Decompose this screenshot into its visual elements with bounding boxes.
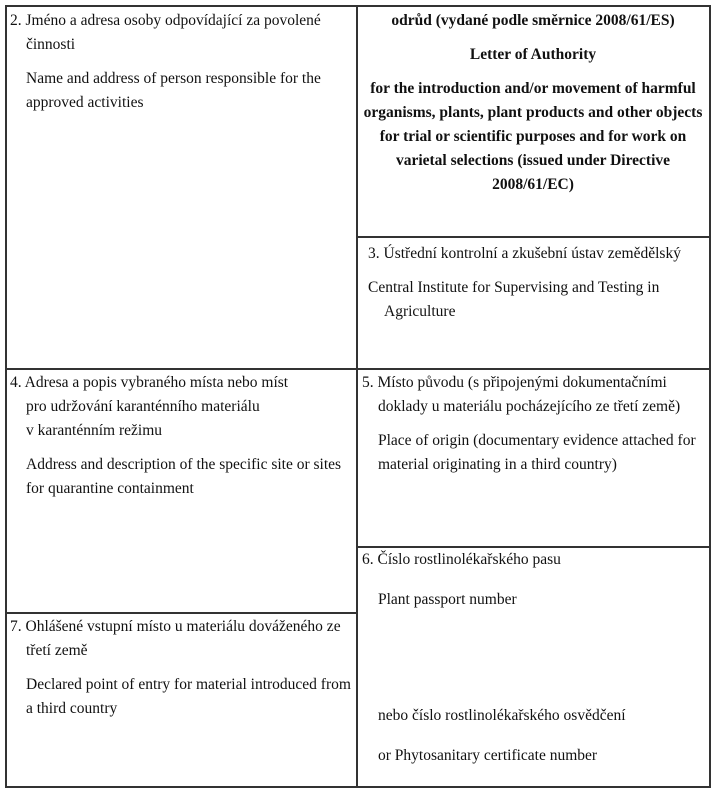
field-4-label-en: Address and description of the specific site or sites for quarantine containment bbox=[26, 456, 342, 497]
header-cz: odrůd (vydané podle směrnice 2008/61/ES) bbox=[391, 12, 675, 29]
column-divider bbox=[356, 5, 358, 786]
cell-3-issuing-authority bbox=[368, 242, 704, 324]
field-4-label-cz-line3: v karanténním režimu bbox=[26, 422, 163, 439]
cell-5-place-of-origin bbox=[362, 371, 704, 477]
field-6-label-cz: 6. Číslo rostlinolékařského pasu bbox=[362, 551, 561, 568]
field-7-label-en: Declared point of entry for material introduced from a third country bbox=[26, 676, 351, 717]
header-en: for the introduction and/or movement of harmful organisms, plants, plant products and other objects for trial or scientific purposes and for work on varietal selections (issued under Directive 2008/61/EC) bbox=[363, 80, 703, 193]
field-3-label-en: Central Institute for Supervising and Testing in Agriculture bbox=[368, 279, 660, 320]
cell-6-plant-passport bbox=[362, 548, 704, 784]
field-5-label-en: Place of origin (documentary evidence attached for material originating in a third country) bbox=[378, 432, 696, 473]
field-2-label-cz: 2. Jméno a adresa osoby odpovídající za povolené činnosti bbox=[10, 12, 321, 53]
field-6-alt-label-en: or Phytosanitary certificate number bbox=[378, 747, 598, 764]
field-3-label-cz: 3. Ústřední kontrolní a zkušební ústav zemědělský bbox=[368, 245, 681, 262]
field-5-label-cz: 5. Místo původu (s připojenými dokumentačními doklady u materiálu pocházejícího ze třetí země) bbox=[362, 374, 681, 415]
field-4-label-cz-line2: pro udržování karanténního materiálu bbox=[26, 398, 260, 415]
field-6-label-en: Plant passport number bbox=[378, 591, 517, 608]
row-divider-4-7 bbox=[5, 612, 357, 614]
cell-4-quarantine-site bbox=[10, 371, 352, 501]
field-7-label-cz: 7. Ohlášené vstupní místo u materiálu dováženého ze třetí země bbox=[10, 618, 341, 659]
document-title: Letter of Authority bbox=[469, 46, 597, 63]
cell-7-point-of-entry bbox=[10, 615, 352, 721]
cell-2-responsible-person bbox=[10, 9, 352, 115]
cell-header-letter-of-authority bbox=[362, 9, 704, 197]
field-6-alt-label-cz: nebo číslo rostlinolékařského osvědčení bbox=[378, 707, 626, 724]
field-4-label-cz-line1: 4. Adresa a popis vybraného místa nebo míst bbox=[10, 374, 289, 391]
field-2-label-en: Name and address of person responsible for the approved activities bbox=[26, 70, 321, 111]
row-divider-header-3 bbox=[357, 236, 709, 238]
row-divider-4-5 bbox=[5, 368, 709, 370]
